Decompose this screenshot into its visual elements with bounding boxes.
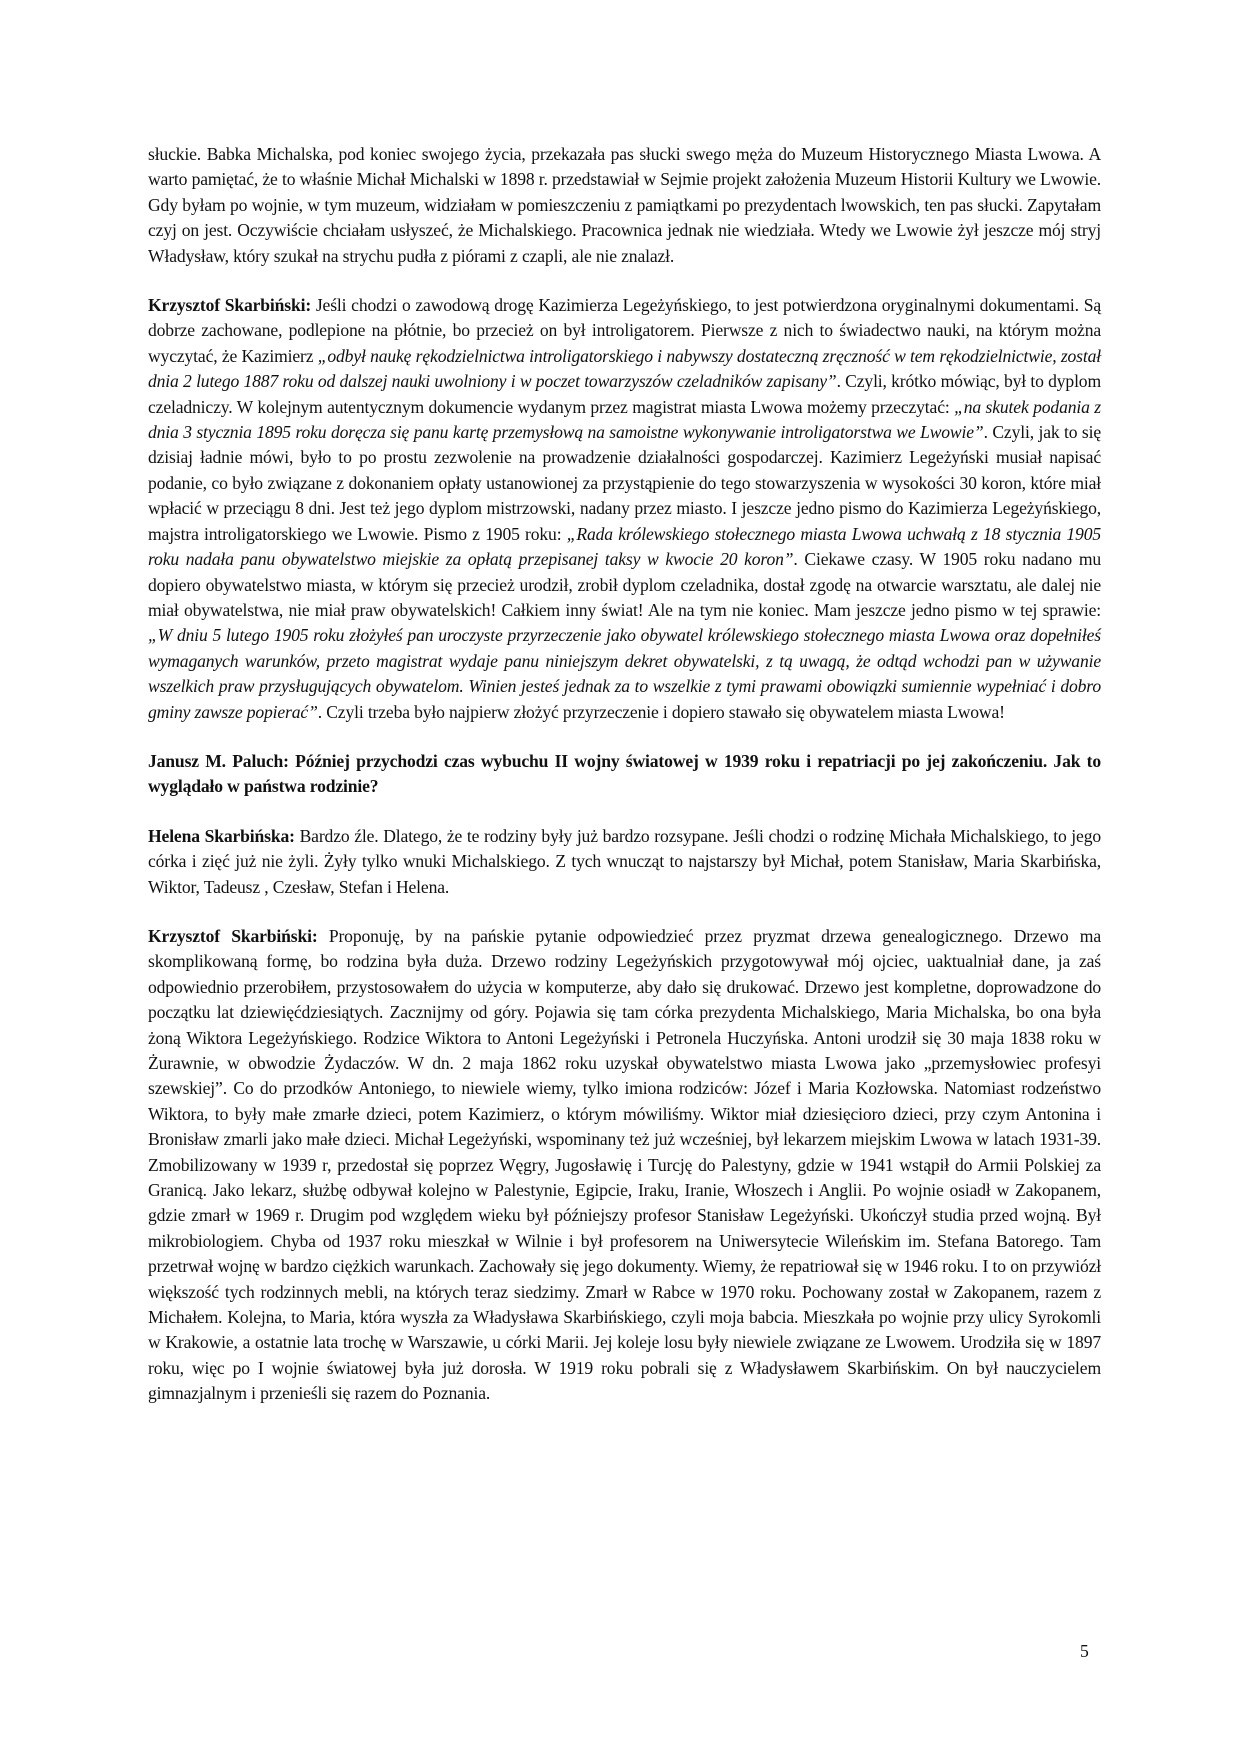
quoted-document-text: „Rada królewskiego stołecznego miasta Lwowa uchwałą z 18 stycznia 1905 roku nadała panu obywatelstwo miejskie za opłatą przepisanej taksy w kwocie 20 koron” bbox=[148, 523, 1102, 570]
paragraph-krzysztof-skarbinski-2 bbox=[148, 924, 1101, 1407]
quoted-document-text: „odbył naukę rękodzielnictwa introligatorskiego i nabywszy dostateczną zręczność w tem rękodzielnictwie, został dnia 2 lutego 1887 roku od dalszej nauki uwolniony i w poczet towarzyszów czeladników zapisany” bbox=[148, 345, 1101, 392]
paragraph-helena-skarbinska bbox=[148, 824, 1101, 900]
quoted-document-text: „W dniu 5 lutego 1905 roku złożyłeś pan uroczyste przyrzeczenie jako obywatel królewskiego stołecznego miasta Lwowa oraz dopełniłeś wymaganych warunków, przeto magistrat wydaje panu niniejszym dekret obywatelski, z tą uwagą, że odtąd wchodzi pan w używanie wszelkich praw przysługujących obywatelom. Winien jesteś jednak za to wszelkie z tymi prawami obowiązki sumiennie wypełniać i dobro gminy zawsze popierać” bbox=[148, 625, 1101, 722]
body-text: Proponuję, by na pańskie pytanie odpowiedzieć przez pryzmat drzewa genealogicznego. Drzewo ma skomplikowaną formę, bo rodzina była duża. Drzewo rodziny Legeżyńskich przygotowywał mój ojciec, uaktualniał dane, ja zaś odpowiednio przerobiłem, przystosowałem do użycia w komputerze, aby dało się drukować. Drzewo jest kompletne, doprowadzone do początku lat dziewięćdziesiątych. Zacznijmy od góry. Pojawia się tam córka prezydenta Michalskiego, Maria Michalska, bo ona była żoną Wiktora Legeżyńskiego. Rodzice Wiktora to Antoni Legeżyński i Petronela Huczyńska. Antoni urodził się 30 maja 1838 roku w Żurawnie, w obwodzie Żydaczów. W dn. 2 maja 1862 roku uzyskał obywatelstwo miasta Lwowa jako „przemysłowiec profesyi szewskiej”. Co do przodków Antoniego, to niewiele wiemy, tylko imiona rodziców: Józef i Maria Kozłowska. Natomiast rodzeństwo Wiktora, to były małe zmarłe dzieci, potem Kazimierz, o którym mówiliśmy. Wiktor miał dziesięcioro dzieci, przy czym Antonina i Bronisław zmarli jako małe dzieci. Michał Legeżyński, wspominany też już wcześniej, był lekarzem miejskim Lwowa w latach 1931-39. Zmobilizowany w 1939 r, przedostał się poprzez Węgry, Jugosławię i Turcję do Palestyny, gdzie w 1941 wstąpił do Armii Polskiej za Granicą. Jako lekarz, służbę odbywał kolejno w Palestynie, Egipcie, Iraku, Iranie, Włoszech i Anglii. Po wojnie osiadł w Zakopanem, gdzie zmarł w 1969 r. Drugim pod względem wieku był późniejszy profesor Stanisław Legeżyński. Ukończył studia przed wojną. Był mikrobiologiem. Chyba od 1937 roku mieszkał w Wilnie i był profesorem na Uniwersytecie Wileńskim im. Stefana Batorego. Tam przetrwał wojnę w bardzo ciężkich warunkach. Zachowały się jego dokumenty. Wiemy, że repatriował się w 1946 roku. I to on przywiózł większość tych rodzinnych mebli, na których teraz siedzimy. Zmarł w Rabce w 1970 roku. Pochowany został w Zakopanem, razem z Michałem. Kolejna, to Maria, która wyszła za Władysława Skarbińskiego, czyli moja babcia. Mieszkała po wojnie przy ulicy Syrokomli w Krakowie, a ostatnie lata trochę w Warszawie, u córki Marii. Jej koleje losu były niewiele związane ze Lwowem. Urodziła się w 1897 roku, więc po I wojnie światowej była już dorosła. W 1919 roku pobrali się z Władysławem Skarbińskim. On był nauczycielem gimnazjalnym i przenieśli się razem do Poznania. bbox=[148, 925, 1102, 1404]
body-text: Jeśli chodzi o zawodową drogę Kazimierza Legeżyńskiego, to jest potwierdzona oryginalnymi dokumentami. Są dobrze zachowane, podlepione na płótnie, bo przecież on był introligatorem. Pierwsze z nich to świadectwo nauki, na którym można wyczytać, że Kazimierz bbox=[148, 295, 1102, 366]
speaker-name: Helena Skarbińska: bbox=[148, 825, 295, 846]
speaker-name: Janusz M. Paluch: bbox=[148, 750, 289, 771]
paragraph-continuation bbox=[148, 142, 1101, 269]
speaker-name: Krzysztof Skarbiński: bbox=[148, 925, 318, 946]
body-text: . Czyli, krótko mówiąc, był to dyplom czeladniczy. W kolejnym autentycznym dokumencie wydanym przez magistrat miasta Lwowa możemy przeczytać: bbox=[148, 371, 1101, 417]
body-text: . Czyli trzeba było najpierw złożyć przyrzeczenie i dopiero stawało się obywatelem miasta Lwowa! bbox=[317, 701, 1005, 722]
document-page bbox=[148, 142, 1101, 1431]
body-text: . Ciekawe czasy. W 1905 roku nadano mu dopiero obywatelstwo miasta, w którym się przecież urodził, zrobił dyplom czeladnika, dostał zgodę na otwarcie warsztatu, ale dalej nie miał obywatelstwa, nie miał praw obywatelskich! Całkiem inny świat! Ale na tym nie koniec. Mam jeszcze jedno pismo w tej sprawie: bbox=[148, 549, 1101, 620]
question-text: Później przychodzi czas wybuchu II wojny światowej w 1939 roku i repatriacji po jej zakończeniu. Jak to wyglądało w państwa rodzinie? bbox=[148, 750, 1101, 797]
body-text: słuckie. Babka Michalska, pod koniec swojego życia, przekazała pas słucki swego męża do Muzeum Historycznego Miasta Lwowa. A warto pamiętać, że to właśnie Michał Michalski w 1898 r. przedstawiał w Sejmie projekt założenia Muzeum Historii Kultury we Lwowie. Gdy byłam po wojnie, w tym muzeum, widziałam w pomieszczeniu z pamiątkami po prezydentach lwowskich, ten pas słucki. Zapytałam czyj on jest. Oczywiście chciałam usłyszeć, że Michalskiego. Pracownica jednak nie wiedziała. Wtedy we Lwowie żył jeszcze mój stryj Władysław, który szukał na strychu pudła z piórami z czapli, ale nie znalazł. bbox=[148, 144, 1101, 266]
speaker-name: Krzysztof Skarbiński: bbox=[148, 295, 312, 316]
page-number: 5 bbox=[1080, 1641, 1089, 1661]
body-text: Bardzo źle. Dlatego, że te rodziny były już bardzo rozsypane. Jeśli chodzi o rodzinę Michała Michalskiego, to jego córka i zięć już nie żyli. Żyły tylko wnuki Michalskiego. Z tych wnucząt to najstarszy był Michał, potem Stanisław, Maria Skarbińska, Wiktor, Tadeusz , Czesław, Stefan i Helena. bbox=[148, 825, 1101, 897]
quoted-document-text: „na skutek podania z dnia 3 stycznia 1895 roku doręcza się panu kartę przemysłową na samoistne wykonywanie introligatorstwa we Lwowie” bbox=[148, 396, 1101, 443]
body-text: . Czyli, jak to się dzisiaj ładnie mówi, było to po prostu zezwolenie na prowadzenie działalności gospodarczej. Kazimierz Legeżyński musiał napisać podanie, co było związane z dokonaniem opłaty ustanowionej za przystąpienie do tego stowarzyszenia w wysokości 30 koron, które miał wpłacić w przeciągu 8 dni. Jest też jego dyplom mistrzowski, nadany przez miasto. I jeszcze jedno pismo do Kazimierza Legeżyńskiego, majstra introligatorskiego we Lwowie. Pismo z 1905 roku: bbox=[148, 422, 1101, 544]
paragraph-krzysztof-skarbinski-1 bbox=[148, 293, 1101, 725]
paragraph-interviewer-question bbox=[148, 749, 1101, 800]
